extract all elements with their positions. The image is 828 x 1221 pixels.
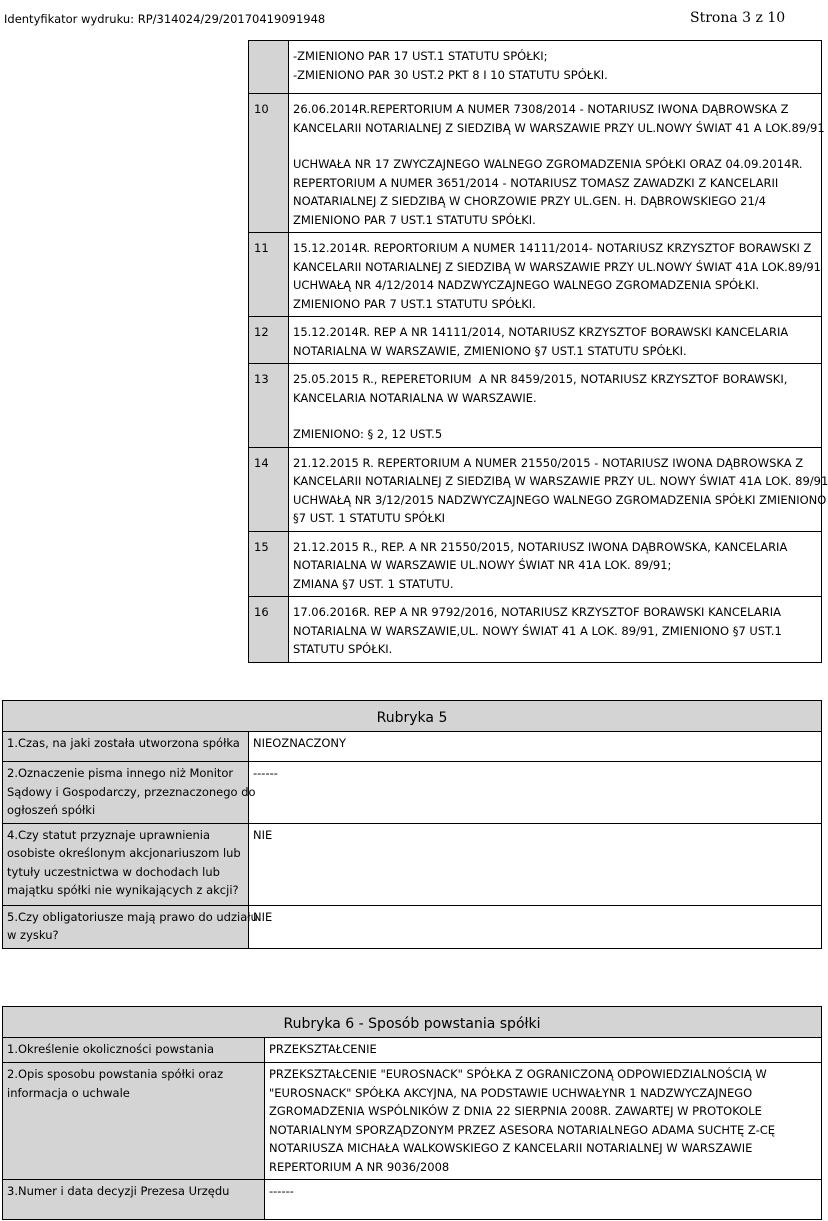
text-line: KANCELARII NOTARIALNEJ Z SIEDZIBĄ W WARSZAWIE PRZY UL.NOWY ŚWIAT 41A LOK.89/91 (293, 259, 821, 274)
text-line: 25.05.2015 R., REPERETORIUM A NR 8459/2015, NOTARIUSZ KRZYSZTOF BORAWSKI, (293, 372, 788, 386)
text-line: tytuły uczestnictwa w dochodach lub (7, 864, 220, 879)
entry-number: 10 (249, 94, 289, 233)
rubryka-6-table (2, 1006, 822, 1220)
field-row (3, 823, 822, 905)
field-value (265, 1180, 822, 1220)
text-line: 1.Określenie okoliczności powstania (7, 1042, 215, 1056)
text-line: PRZEKSZTAŁCENIE "EUROSNACK" SPÓŁKA Z OGRANICZONĄ ODPOWIEDZIALNOŚCIĄ W (269, 1067, 767, 1081)
page-header (0, 0, 828, 40)
field-label (3, 823, 249, 905)
text-line: NOTARIALNYM SPORZĄDZONYM PRZEZ ASESORA NOTARIALNEGO ADAMA SUCHTĘ Z-CĘ (269, 1122, 776, 1137)
amendment-row (249, 41, 822, 94)
amendment-row (249, 94, 822, 233)
text-line: majątku spółki nie wynikających z akcji? (7, 883, 239, 897)
text-line: ------ (253, 766, 278, 780)
text-line: UCHWAŁĄ NR 4/12/2014 NADZWYCZAJNEGO WALNEGO ZGROMADZENIA SPÓŁKI. (293, 278, 760, 292)
text-line: "EUROSNACK" SPÓŁKA AKCYJNA, NA PODSTAWIE UCHWAŁYNR 1 NADZWYCZAJNEGO (269, 1085, 753, 1100)
text-line: 5.Czy obligatoriusze mają prawo do udziału (7, 909, 258, 924)
text-line: PRZEKSZTAŁCENIE (269, 1042, 377, 1056)
field-row (3, 732, 822, 762)
section-title: Rubryka 6 - Sposób powstania spółki (3, 1007, 822, 1038)
text-line: NIEOZNACZONY (253, 736, 347, 750)
text-line: 2.Oznaczenie pisma innego niż Monitor (7, 766, 234, 780)
field-row (3, 905, 822, 948)
text-line: 4.Czy statut przyznaje uprawnienia (7, 827, 211, 842)
rubryka-5-table (2, 700, 822, 949)
text-line: 3.Numer i data decyzji Prezesa Urzędu (7, 1184, 230, 1198)
text-line: ZMIENIONO PAR 7 UST.1 STATUTU SPÓŁKI. (293, 296, 536, 311)
text-line (293, 407, 817, 425)
entry-text (289, 531, 822, 597)
text-line: 15.12.2014R. REP A NR 14111/2014, NOTARIUSZ KRZYSZTOF BORAWSKI KANCELARIA (293, 325, 789, 339)
text-line: ZMIENIONO PAR 7 UST.1 STATUTU SPÓŁKI. (293, 212, 536, 227)
text-line: KANCELARIA NOTARIALNA W WARSZAWIE. (293, 390, 537, 405)
section-title: Rubryka 5 (3, 701, 822, 732)
entry-number (249, 41, 289, 94)
field-label (3, 732, 249, 762)
entry-text (289, 317, 822, 364)
amendment-row (249, 233, 822, 317)
text-line: w zysku? (7, 928, 59, 942)
entry-number: 14 (249, 447, 289, 531)
text-line: UCHWAŁA NR 17 ZWYCZAJNEGO WALNEGO ZGROMADZENIA SPÓŁKI ORAZ 04.09.2014R. (293, 157, 803, 171)
entry-number: 13 (249, 364, 289, 448)
field-value (265, 1063, 822, 1180)
amendment-row (249, 597, 822, 663)
text-line: 21.12.2015 R., REP. A NR 21550/2015, NOTARIUSZ IWONA DĄBROWSKA, KANCELARIA (293, 539, 788, 554)
text-line: -ZMIENIONO PAR 17 UST.1 STATUTU SPÓŁKI; (293, 49, 548, 63)
field-row (3, 1180, 822, 1220)
text-line: osobiste określonym akcjonariuszom lub (7, 846, 241, 860)
text-line: KANCELARII NOTARIALNEJ Z SIEDZIBĄ W WARSZAWIE PRZY UL. NOWY ŚWIAT 41A LOK. 89/91 (293, 474, 828, 488)
text-line: 26.06.2014R.REPERTORIUM A NUMER 7308/2014 - NOTARIUSZ IWONA DĄBROWSKA Z (293, 102, 789, 116)
text-line: STATUTU SPÓŁKI. (293, 642, 393, 656)
text-line: §7 UST. 1 STATUTU SPÓŁKI (293, 511, 446, 525)
field-row (3, 1063, 822, 1180)
text-line: 17.06.2016R. REP A NR 9792/2016, NOTARIUSZ KRZYSZTOF BORAWSKI KANCELARIA (293, 605, 781, 619)
entry-text (289, 94, 825, 233)
text-line (293, 137, 817, 155)
amendment-row (249, 531, 822, 597)
text-line: NOTARIALNA W WARSZAWIE UL.NOWY ŚWIAT NR 41A LOK. 89/91; (293, 558, 672, 572)
page-number: Strona 3 z 10 (690, 10, 786, 26)
text-line: 21.12.2015 R. REPERTORIUM A NUMER 21550/2015 - NOTARIUSZ IWONA DĄBROWSKA Z (293, 455, 804, 470)
field-value (249, 762, 822, 824)
text-line: ZMIANA §7 UST. 1 STATUTU. (293, 576, 454, 591)
field-label (3, 1038, 265, 1063)
field-row (3, 1038, 822, 1063)
text-line: REPERTORIUM A NR 9036/2008 (269, 1159, 450, 1174)
text-line: NOTARIALNA W WARSZAWIE, ZMIENIONO §7 UST.1 STATUTU SPÓŁKI. (293, 343, 687, 358)
entry-number: 12 (249, 317, 289, 364)
text-line: ZGROMADZENIA WSPÓLNIKÓW Z DNIA 22 SIERPNIA 2008R. ZAWARTEJ W PROTOKOLE (269, 1104, 762, 1118)
text-line: UCHWAŁĄ NR 3/12/2015 NADZWYCZAJNEGO WALNEGO ZGROMADZENIA SPÓŁKI ZMIENIONO (293, 492, 827, 507)
entry-text (289, 597, 822, 663)
text-line: NOTARIALNA W WARSZAWIE,UL. NOWY ŚWIAT 41 A LOK. 89/91, ZMIENIONO §7 UST.1 (293, 623, 782, 638)
amendment-row (249, 317, 822, 364)
text-line: ------ (269, 1184, 294, 1198)
text-line: Sądowy i Gospodarczy, przeznaczonego do (7, 784, 256, 799)
text-line: NOATARIALNEJ Z SIEDZIBĄ W CHORZOWIE PRZY UL.GEN. H. DĄBROWSKIEGO 21/4 (293, 194, 766, 208)
field-value (249, 732, 822, 762)
field-label (3, 1063, 265, 1180)
text-line: -ZMIENIONO PAR 30 UST.2 PKT 8 I 10 STATUTU SPÓŁKI. (293, 67, 608, 82)
text-line: ZMIENIONO: § 2, 12 UST.5 (293, 427, 443, 441)
text-line: informacja o uchwale (7, 1085, 130, 1100)
text-line: REPERTORIUM A NUMER 3651/2014 - NOTARIUSZ TOMASZ ZAWADZKI Z KANCELARII (293, 175, 779, 190)
amendment-row (249, 447, 822, 531)
amendment-row (249, 364, 822, 448)
entry-text (289, 233, 822, 317)
field-row (3, 762, 822, 824)
entry-number: 11 (249, 233, 289, 317)
entry-number: 16 (249, 597, 289, 663)
print-identifier: Identyfikator wydruku: RP/314024/29/20170419091948 (4, 12, 326, 26)
text-line: NIE (253, 909, 273, 924)
entry-text (289, 41, 822, 94)
text-line: NIE (253, 827, 273, 842)
entry-text (289, 447, 828, 531)
text-line: 2.Opis sposobu powstania spółki oraz (7, 1067, 224, 1081)
field-label (3, 762, 256, 824)
entry-text (289, 364, 822, 448)
field-label (3, 905, 258, 948)
text-line: 15.12.2014R. REPORTORIUM A NUMER 14111/2014- NOTARIUSZ KRZYSZTOF BORAWSKI Z (293, 241, 812, 255)
field-value (265, 1038, 822, 1063)
field-label (3, 1180, 265, 1220)
field-value (249, 823, 822, 905)
amendments-table (248, 40, 828, 663)
text-line: KANCELARII NOTARIALNEJ Z SIEDZIBĄ W WARSZAWIE PRZY UL.NOWY ŚWIAT 41 A LOK.89/91 (293, 120, 825, 135)
text-line: ogłoszeń spółki (7, 803, 96, 817)
field-value (249, 905, 822, 948)
entry-number: 15 (249, 531, 289, 597)
text-line: 1.Czas, na jaki została utworzona spółka (7, 736, 240, 750)
text-line: NOTARIUSZA MICHAŁA WALKOWSKIEGO Z KANCELARII NOTARIALNEJ W WARSZAWIE (269, 1141, 753, 1155)
